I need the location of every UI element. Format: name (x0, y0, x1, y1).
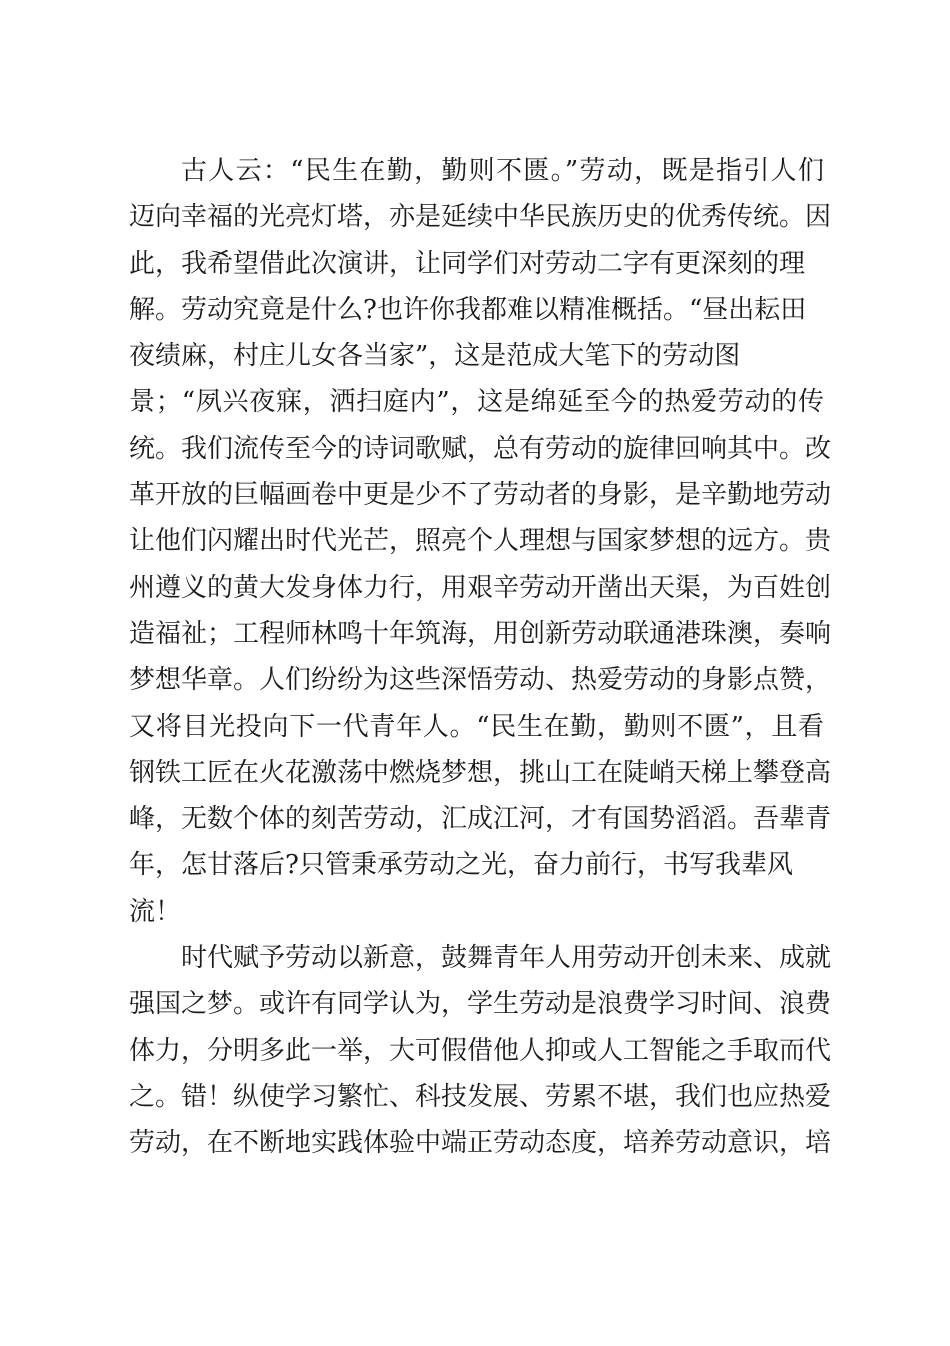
text-line: 时代赋予劳动以新意，鼓舞青年人用劳动开创未来、成就 (181, 943, 832, 974)
text-line: 州遵义的黄大发身体力行，用艰辛劳动开凿出天渠，为百姓创 (129, 572, 832, 603)
document-body (129, 148, 832, 1167)
text-line: 劳动，在不断地实践体验中端正劳动态度，培养劳动意识，培 (129, 1128, 832, 1159)
text-line: 让他们闪耀出时代光芒，照亮个人理想与国家梦想的远方。贵 (129, 526, 832, 557)
text-line: 夜绩麻，村庄儿女各当家”，这是范成大笔下的劳动图 (129, 341, 741, 372)
paragraph-1 (129, 148, 832, 935)
text-line: 革开放的巨幅画卷中更是少不了劳动者的身影，是辛勤地劳动 (129, 480, 832, 511)
text-line: 之。错！纵使学习繁忙、科技发展、劳累不堪，我们也应热爱 (129, 1081, 832, 1112)
text-line: 景；“夙兴夜寐，洒扫庭内”，这是绵延至今的热爱劳动的传 (129, 387, 824, 418)
text-line: 体力，分明多此一举，大可假借他人抑或人工智能之手取而代 (129, 1035, 832, 1066)
text-line: 统。我们流传至今的诗词歌赋，总有劳动的旋律回响其中。改 (129, 433, 832, 464)
text-line: 古人云：“民生在勤，勤则不匮。”劳动，既是指引人们 (181, 156, 824, 186)
text-line: 流！ (129, 896, 182, 927)
text-line: 此，我希望借此次演讲，让同学们对劳动二字有更深刻的理 (129, 248, 806, 279)
text-line: 造福祉；工程师林鸣十年筑海，用创新劳动联通港珠澳，奏响 (129, 618, 832, 649)
text-line: 峰，无数个体的刻苦劳动，汇成江河，才有国势滔滔。吾辈青 (129, 804, 832, 835)
text-line: 解。劳动究竟是什么?也许你我都难以精准概括。“昼出耘田 (129, 294, 807, 325)
text-line: 又将目光投向下一代青年人。“民生在勤，勤则不匮”，且看 (129, 711, 824, 742)
paragraph-2 (129, 935, 832, 1166)
text-line: 迈向幸福的光亮灯塔，亦是延续中华民族历史的优秀传统。因 (129, 202, 832, 233)
text-line: 钢铁工匠在火花激荡中燃烧梦想，挑山工在陡峭天梯上攀登高 (129, 757, 832, 788)
text-line: 强国之梦。或许有同学认为，学生劳动是浪费学习时间、浪费 (129, 989, 832, 1020)
text-line: 年，怎甘落后?只管秉承劳动之光，奋力前行，书写我辈风 (129, 850, 793, 881)
text-line: 梦想华章。人们纷纷为这些深悟劳动、热爱劳动的身影点赞， (129, 665, 832, 696)
